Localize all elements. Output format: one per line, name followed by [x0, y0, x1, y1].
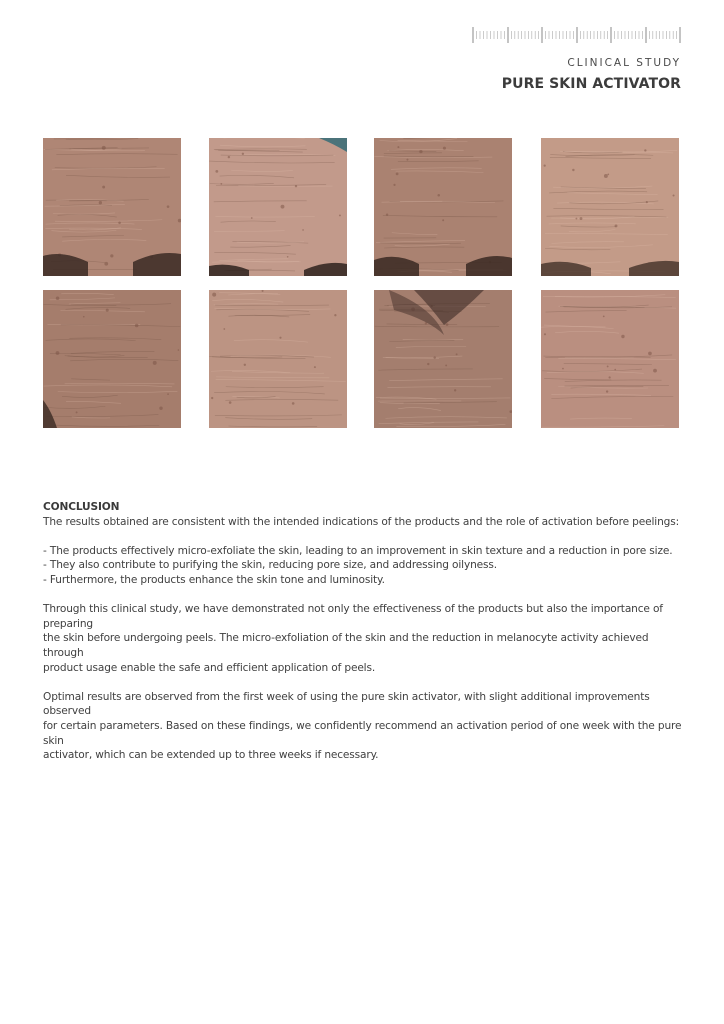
skin-photo-4	[541, 138, 679, 276]
paragraph-line: Optimal results are observed from the first week of using the pure skin activator, with slight additional improvements observed	[43, 690, 650, 718]
paragraph-line: product usage enable the safe and efficient application of peels.	[43, 661, 376, 674]
skin-photo-8	[541, 290, 679, 428]
bullet-item: - Furthermore, the products enhance the skin tone and luminosity.	[43, 573, 385, 586]
skin-photo-2	[209, 138, 347, 276]
paragraph-line: activator, which can be extended up to three weeks if necessary.	[43, 749, 379, 762]
conclusion-section	[43, 500, 683, 763]
skin-photo-1	[43, 138, 181, 276]
skin-photo-3	[374, 138, 512, 276]
bullet-item: - They also contribute to purifying the skin, reducing pore size, and addressing oilyness.	[43, 559, 497, 572]
skin-photo-5	[43, 290, 181, 428]
document-title: PURE SKIN ACTIVATOR	[501, 76, 681, 92]
paragraph-line: the skin before undergoing peels. The micro-exfoliation of the skin and the reduction in melanocyte activity achieved through	[43, 632, 649, 659]
document-kicker: CLINICAL STUDY	[567, 57, 681, 69]
conclusion-heading: CONCLUSION	[43, 501, 120, 513]
bullet-item: - The products effectively micro-exfoliate the skin, leading to an improvement in skin texture and a reduction in pore size.	[43, 544, 673, 557]
conclusion-intro: The results obtained are consistent with the intended indications of the products and the role of activation before peelings:	[43, 515, 679, 528]
paragraph-line: Through this clinical study, we have demonstrated not only the effectiveness of the products but also the importance of preparing	[43, 603, 663, 630]
skin-photo-6	[209, 290, 347, 428]
paragraph-line: for certain parameters. Based on these findings, we confidently recommend an activation period of one week with the pure skin	[43, 719, 682, 747]
skin-photo-7	[374, 290, 512, 428]
ruler-decoration	[472, 26, 682, 44]
photo-grid	[43, 138, 681, 428]
